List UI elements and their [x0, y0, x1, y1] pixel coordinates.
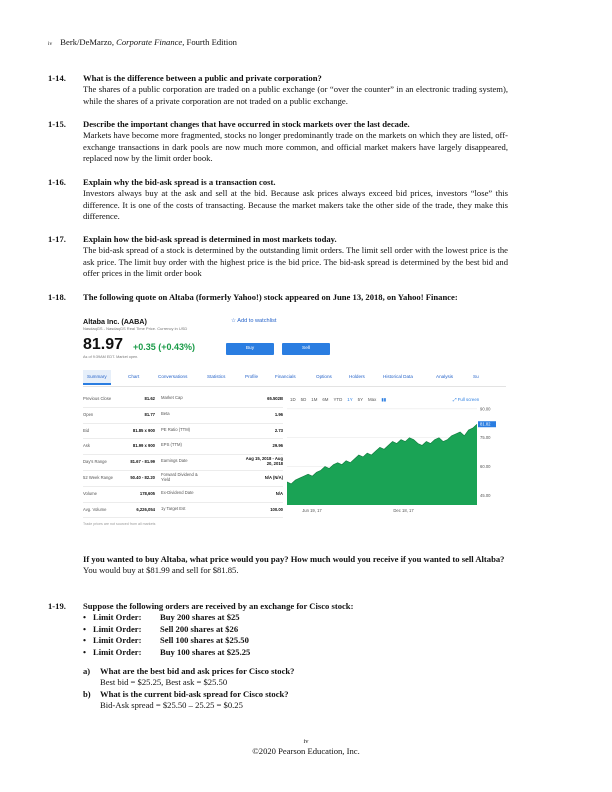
stat-label: Day's Range: [83, 459, 107, 465]
question-number: 1-17.: [48, 234, 66, 244]
stats-row: [83, 392, 283, 408]
question-1-17: [48, 234, 508, 280]
ticker-title: Altaba Inc. (AABA): [83, 317, 147, 326]
sub-answer-a: Best bid = $25.25, Best ask = $25.50: [100, 677, 228, 688]
tab-statistics[interactable]: Statistics: [207, 374, 226, 379]
stat-label: Ex-Dividend Date: [161, 489, 194, 495]
quote-tabs: [83, 369, 506, 387]
sell-button[interactable]: Sell: [282, 343, 330, 355]
question-1-18-followup: [48, 554, 508, 577]
question-number: 1-16.: [48, 177, 66, 187]
question-number: 1-14.: [48, 73, 66, 83]
stat-value: 178,605: [139, 490, 155, 496]
answer-text: The shares of a public corporation are traded on a public exchange (or “over the counter” in an electronic trading system), while the shares of a private corporation are not traded on a public exchange.: [83, 84, 508, 106]
stat-value: N/A: [275, 490, 283, 496]
question-text: Explain why the bid-ask spread is a transaction cost.: [83, 177, 276, 187]
question-1-18: [48, 292, 508, 303]
price-area-chart: [287, 405, 506, 515]
question-1-14: [48, 73, 508, 107]
sub-answer-b: Bid-Ask spread = $25.50 – 25.25 = $0.25: [100, 700, 243, 711]
list-item: • Limit Order: Sell 100 shares at $25.50: [83, 635, 249, 646]
stat-value: 50.40 - 82.20: [130, 474, 155, 480]
stats-row: [83, 471, 283, 487]
stock-quote-screenshot: [83, 317, 506, 535]
stat-value: 81.99 x 900: [132, 443, 155, 449]
stat-value: 6,226,054: [136, 506, 155, 512]
tab-summary[interactable]: Summary: [83, 370, 111, 385]
stat-label: Volume: [83, 490, 97, 496]
y-tick-label: 90.00: [480, 406, 491, 412]
tab-chart[interactable]: Chart: [128, 374, 140, 379]
question-text: What is the difference between a public and private corporation?: [83, 73, 322, 83]
question-number: 1-18.: [48, 292, 66, 302]
range-5d[interactable]: 5D: [300, 397, 307, 402]
tab-holders[interactable]: Holders: [349, 374, 365, 379]
answer-text: You would buy at $81.99 and sell for $81.85.: [83, 565, 239, 576]
price-change: +0.35 (+0.43%): [133, 342, 196, 352]
sub-questions: [83, 666, 508, 712]
answer-text: Investors always buy at the ask and sell at the bid. Because ask prices always exceed bid prices, investors “lose” this difference. It is one of the costs of transacting. Because the market makers take the other side of the trade, they make this difference.: [83, 188, 508, 222]
question-number: 1-15.: [48, 119, 66, 129]
stat-label: Ask: [83, 443, 90, 449]
y-tick-label: 60.00: [480, 464, 491, 470]
stat-value: 1.96: [274, 411, 283, 417]
footer-page-number: iv: [303, 738, 309, 745]
question-text: Describe the important changes that have occurred in stock markets over the last decade.: [83, 119, 410, 129]
list-item: • Limit Order: Buy 100 shares at $25.25: [83, 646, 251, 657]
stats-row: [83, 439, 283, 455]
footer-copyright: ©2020 Pearson Education, Inc.: [252, 746, 360, 756]
stats-row: [83, 487, 283, 503]
add-to-watchlist-link[interactable]: ☆ Add to watchlist: [231, 318, 277, 324]
question-1-15: [48, 119, 508, 165]
sub-question-a: a) What are the best bid and ask prices for Cisco stock?: [83, 666, 295, 677]
y-tick-label: 75.00: [480, 435, 491, 441]
price-area: [287, 424, 477, 505]
stat-value: 81.85 x 900: [132, 427, 155, 433]
question-text: Explain how the bid-ask spread is determined in most markets today.: [83, 234, 337, 244]
order-list: [83, 612, 508, 658]
tab-options[interactable]: Options: [316, 374, 332, 379]
stat-label: 52 Week Range: [83, 474, 113, 480]
tab-more[interactable]: Su: [473, 374, 479, 379]
stat-value: 65.502B: [267, 396, 283, 401]
x-tick-label: Jun 19, 17: [302, 508, 322, 513]
sub-question-b: b) What is the current bid-ask spread for Cisco stock?: [83, 688, 289, 699]
stat-value: 2.73: [274, 427, 283, 433]
range-selector: [290, 397, 391, 403]
market-status: As of 9:39AM EDT. Market open.: [83, 355, 139, 359]
question-1-16: [48, 177, 508, 223]
tab-analysis[interactable]: Analysis: [436, 374, 454, 379]
stat-value: Aug 15, 2018 - Aug 20, 2018: [245, 456, 283, 466]
stat-label: Bid: [83, 427, 90, 433]
stats-row: [83, 424, 283, 440]
stat-value: N/A (N/A): [264, 474, 283, 480]
answer-text: The bid-ask spread of a stock is determined by the outstanding limit orders. The limit sell order with the lowest price is the ask price. The limit buy order with the highest price is the bid price. The bid-ask spread is determined by the best bid and offer prices in the limit order book: [83, 245, 508, 279]
current-price-label: 81.82: [480, 421, 491, 427]
stat-label: Previous Close: [83, 396, 112, 401]
range-6m[interactable]: 6M: [322, 397, 329, 402]
full-screen-link[interactable]: ⤢ Full screen: [453, 397, 480, 402]
buy-button[interactable]: Buy: [226, 343, 274, 355]
range-1y[interactable]: 1Y: [347, 397, 353, 402]
tab-conversations[interactable]: Conversations: [158, 374, 188, 379]
stat-value: 81.77: [144, 411, 155, 417]
question-text: Suppose the following orders are received by an exchange for Cisco stock:: [83, 601, 354, 611]
tab-profile[interactable]: Profile: [245, 374, 259, 379]
header-page-number: iv: [48, 41, 53, 47]
question-number: 1-19.: [48, 601, 66, 611]
range-5y[interactable]: 5Y: [357, 397, 364, 402]
question-1-19: [48, 601, 508, 712]
range-1m[interactable]: 1M: [311, 397, 318, 402]
quote-disclaimer: Trade prices are not sourced from all markets: [83, 522, 156, 526]
stat-value: 81.62: [144, 396, 155, 401]
stat-label: Market Cap: [161, 395, 183, 400]
y-tick-label: 45.00: [480, 492, 491, 498]
stat-label: Open: [83, 411, 94, 417]
current-price: 81.97: [83, 336, 124, 353]
range-max[interactable]: Max: [368, 397, 377, 402]
stat-value: 29.96: [272, 443, 283, 449]
answer-text: Markets have become more fragmented, stocks no longer predominantly trade on the markets on which they are listed, off-exchange transactions in dark pools are now much more common, and official market makers have largely disappeared, replaced now by the limit order book.: [83, 130, 508, 164]
quote-source: NasdaqGS - NasdaqGS Real Time Price. Currency in USD: [83, 326, 188, 331]
stat-value: 81.67 - 81.99: [130, 459, 155, 465]
tab-historical-data[interactable]: Historical Data: [383, 374, 413, 379]
chart-type-icon[interactable]: ▮▮: [381, 397, 387, 402]
header-book-title: Corporate Finance: [116, 37, 183, 47]
header-edition: , Fourth Edition: [182, 37, 237, 47]
x-tick-label: Dec 18, 17: [393, 508, 414, 513]
stat-label: Beta: [161, 410, 170, 416]
stat-value: 100.00: [270, 506, 283, 512]
list-item: • Limit Order: Sell 200 shares at $26: [83, 623, 239, 634]
question-text: If you wanted to buy Altaba, what price would you pay? How much would you receive if you wanted to sell Altaba?: [83, 554, 505, 564]
quote-stats-table: [83, 392, 283, 518]
stats-row: [83, 455, 283, 471]
stat-label: EPS (TTM): [161, 442, 182, 448]
stat-label: 1y Target Est: [161, 505, 186, 511]
stats-row: [83, 408, 283, 424]
list-item: • Limit Order: Buy 200 shares at $25: [83, 612, 240, 623]
tab-financials[interactable]: Financials: [275, 374, 296, 379]
stat-label: PE Ratio (TTM): [161, 426, 191, 432]
stats-row: [83, 503, 283, 519]
header-author: Berk/DeMarzo,: [60, 37, 117, 47]
running-header: [48, 37, 237, 47]
question-text: The following quote on Altaba (formerly Yahoo!) stock appeared on June 13, 2018, on Yahoo! Finance:: [83, 292, 458, 302]
stat-label: Avg. Volume: [83, 506, 107, 512]
stat-label: Earnings Date: [161, 458, 188, 464]
range-ytd[interactable]: YTD: [333, 397, 343, 402]
range-1d[interactable]: 1D: [290, 397, 296, 402]
stat-label: Forward Dividend & Yield: [161, 471, 198, 482]
